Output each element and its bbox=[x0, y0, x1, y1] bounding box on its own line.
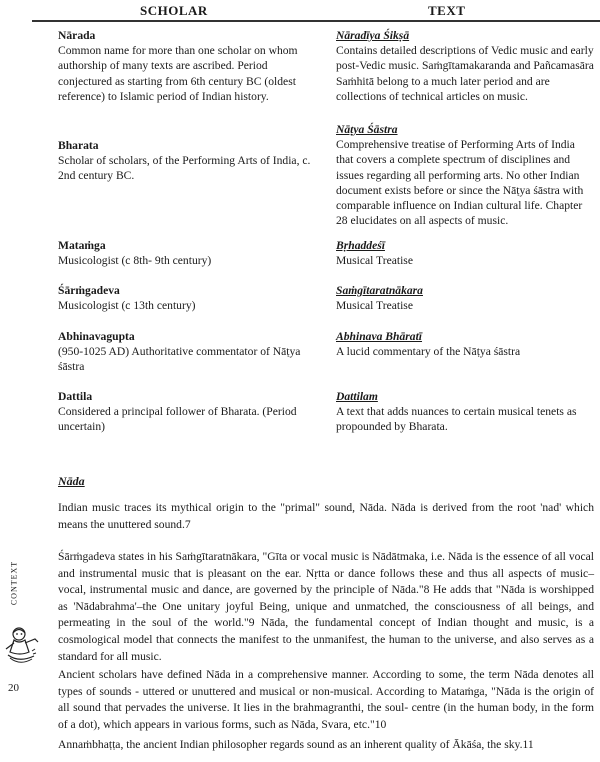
text-description: A lucid commentary of the Nāṭya śāstra bbox=[336, 345, 521, 359]
seated-child-icon bbox=[2, 625, 42, 667]
scholar-description: Musicologist (c 13th century) bbox=[58, 299, 196, 313]
scholar-entry-abhinavagupta bbox=[58, 329, 320, 375]
scholar-name: Dattila bbox=[58, 390, 93, 403]
text-entry-abhinava-bharati bbox=[336, 329, 594, 359]
text-entry-natya-sastra bbox=[336, 122, 594, 228]
text-title: Abhinava Bhāratī bbox=[336, 330, 423, 343]
text-title: Dattilam bbox=[336, 390, 378, 403]
body-paragraph: Indian music traces its mythical origin to the "primal" sound, Nāda. Nāda is derived from the root 'nad' which means the unuttered sound.7 bbox=[58, 501, 594, 531]
scholar-name: Nārada bbox=[58, 29, 96, 42]
scholar-entry-bharata bbox=[58, 138, 320, 184]
scholar-description: Scholar of scholars, of the Performing Arts of India, c. 2nd century BC. bbox=[58, 154, 311, 183]
body-paragraph: Annaṁbhaṭṭa, the ancient Indian philosopher regards sound as an inherent quality of Ākāśa, the sky.11 bbox=[58, 738, 534, 751]
scholar-description: Musicologist (c 8th- 9th century) bbox=[58, 254, 212, 268]
text-description: A text that adds nuances to certain musical tenets as propounded by Bharata. bbox=[336, 405, 577, 434]
scholar-name: Mataṁga bbox=[58, 239, 106, 252]
text-description: Contains detailed descriptions of Vedic music and early post-Vedic music. Saṁgītamakaranda and Pañcamasāra Saṁhitā belong to a much later period and are collections of technical articles on music. bbox=[336, 44, 594, 103]
text-title: Nāṭya Śāstra bbox=[336, 123, 398, 136]
context-side-label: CONTEXT bbox=[9, 560, 19, 606]
scholar-name: Abhinavagupta bbox=[58, 330, 135, 343]
scholar-description: (950-1025 AD) Authoritative commentator of Nāṭya śāstra bbox=[58, 345, 301, 374]
scholar-description: Common name for more than one scholar on whom authorship of many texts are ascribed. Period conjectured as starting from 6th century BC (oldest reference) to Islamic period of Indian history. bbox=[58, 44, 298, 103]
text-title: Saṁgītaratnākara bbox=[336, 284, 423, 297]
scholar-entry-dattila bbox=[58, 389, 320, 435]
section-heading-nada: Nāda bbox=[58, 474, 85, 488]
text-description: Musical Treatise bbox=[336, 254, 413, 268]
text-entry-naradiya-siksa bbox=[336, 28, 594, 104]
text-description: Musical Treatise bbox=[336, 299, 413, 313]
header-rule bbox=[32, 20, 600, 22]
page-number: 20 bbox=[8, 682, 19, 694]
text-title: Nāradīya Śikṣā bbox=[336, 29, 410, 42]
text-entry-dattilam bbox=[336, 389, 594, 435]
scholar-description: Considered a principal follower of Bharata. (Period uncertain) bbox=[58, 405, 297, 434]
scholar-name: Bharata bbox=[58, 139, 99, 152]
scholar-column-header: SCHOLAR bbox=[140, 3, 208, 18]
text-description: Comprehensive treatise of Performing Arts of India that covers a complete spectrum of disciplines and issues regarding all performing arts. No other Indian document exists before or since the Nāṭya śāstra with comparable influence on Indian cultural life. Chapter 28 elucidates on all aspects of music. bbox=[336, 138, 584, 228]
body-paragraph: Śārṁgadeva states in his Saṁgītaratnākara, "Gīta or vocal music is Nādātmaka, i.e. Nāda is the essence of all vocal and instrumental music that is pleasant on the ear. Nṛtta or dance follows these and thus all aspects of music– vocal, instrumental music and dance, are governed by the principle of Nāda."8 He adds that "Nāda is worshipped as 'Nādabrahma'–the One unitary joyful Being, unique and unmatched, the consciousness of all beings, and permeating in the soul of the world."9 Nāda, the fundamental concept of Indian thought and music, is a cosmological model that connects the manifest to the unmanifest, the human to the universe, and also serves as a standard for all music. bbox=[58, 550, 594, 663]
text-entry-brhaddesi bbox=[336, 238, 594, 268]
text-column-header: TEXT bbox=[428, 3, 466, 18]
scholar-name: Śārṁgadeva bbox=[58, 284, 120, 297]
scholar-entry-narada bbox=[58, 28, 320, 104]
text-entry-samgitaratnakara bbox=[336, 283, 594, 313]
body-paragraph: Ancient scholars have defined Nāda in a comprehensive manner. According to some, the term Nāda denotes all types of sounds - uttered or unuttered and musical or non-musical. According to Mataṁga, "Nāda is the origin of all sound that pervades the universe. It lies in the brahmagranthi, the soul- centre (in the human body, in the form of a dot), which appears in various forms, such as Nāda, Svara, etc."10 bbox=[58, 668, 594, 731]
scholar-entry-matamga bbox=[58, 238, 320, 268]
scholar-entry-sarmgadeva bbox=[58, 283, 320, 313]
text-title: Bṛhaddeśī bbox=[336, 239, 385, 252]
